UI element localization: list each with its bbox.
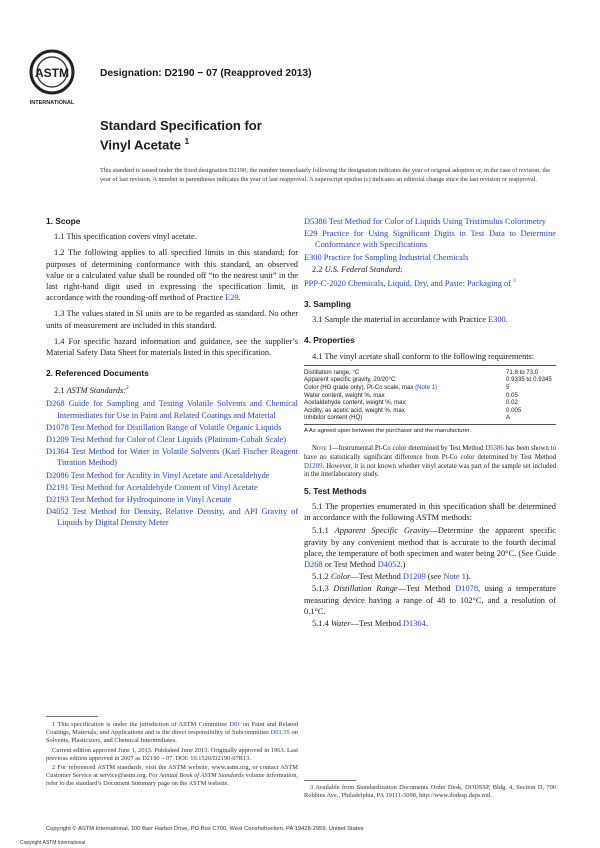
p512-title: Color xyxy=(330,572,351,582)
reference-title: Test Method for Density, Relative Density, and API Gravity of Liquids by Digital Density Meter xyxy=(57,507,298,528)
reference-item xyxy=(304,228,556,250)
link-d1209[interactable]: D1209 xyxy=(46,435,69,445)
reference-title: Practice for Using Significant Digits in Test Data to Determine Conformance with Specifications xyxy=(315,229,556,250)
link-d1078[interactable]: D1078 xyxy=(46,422,69,432)
federal-standard-ref xyxy=(304,276,556,289)
sub2-number: 2.2 xyxy=(312,264,325,274)
title-line1: Standard Specification for xyxy=(100,118,262,133)
reference-item xyxy=(46,482,298,493)
link-d1078[interactable]: D1078 xyxy=(455,584,479,594)
test-methods-heading: 5. Test Methods xyxy=(304,485,367,496)
table-top-rule xyxy=(304,365,556,366)
table-row xyxy=(304,399,556,407)
scope-p2 xyxy=(46,247,298,303)
p514-text: —Test Method xyxy=(350,619,403,629)
scope-p4: 1.4 For specific hazard information and guidance, see the supplier’s Material Safety Data Sheet for materials listed in this specification. xyxy=(46,336,298,358)
link-d2191[interactable]: D2191 xyxy=(46,482,69,492)
note-mid: has been shown to have no statistically significant difference from Pt-Co color determined by Test Method xyxy=(304,445,556,462)
right-column xyxy=(304,216,556,634)
fed-mark: 3 xyxy=(513,278,516,285)
reference-item xyxy=(304,216,556,227)
title-line2 xyxy=(100,134,262,153)
property-value: 71.8 to 73.0 xyxy=(506,368,539,376)
reference-title: Guide for Sampling and Testing Volatile Solvents and Chemical Intermediates for Use in Paint and Related Coatings and Material xyxy=(57,399,298,420)
property-value: 0.05 xyxy=(506,391,518,399)
property-value: 0.005 xyxy=(506,406,522,414)
sub-mark: 2 xyxy=(126,385,129,392)
link-e29[interactable]: E29 xyxy=(304,229,318,239)
p511-mid: or Test Method xyxy=(322,560,378,570)
test-methods-512 xyxy=(304,571,556,582)
reference-title: Test Method for Color of Clear Liquids (Platinum-Cobalt Scale) xyxy=(68,435,287,445)
link-d5386[interactable]: D5386 xyxy=(304,217,327,226)
p514-title: Water xyxy=(330,619,351,629)
footnote-rule-left xyxy=(46,716,98,717)
p513-num: 5.1.3 xyxy=(312,584,334,594)
p511-end: .) xyxy=(400,560,406,570)
property-label xyxy=(304,384,506,392)
astm-logo-icon xyxy=(23,45,81,107)
link-d1364[interactable]: D1364 xyxy=(46,447,69,457)
table-row xyxy=(304,376,556,384)
fn1-end: on Solvents, Plasticizers, and Chemical Intermediates. xyxy=(46,729,298,745)
property-value: 0.02 xyxy=(506,399,518,407)
footnote-1 xyxy=(46,721,298,746)
link-d2086[interactable]: D2086 xyxy=(46,470,69,480)
link-d5386-note[interactable]: D5386 xyxy=(485,445,504,453)
link-d1209-note[interactable]: D1209 xyxy=(304,462,323,470)
p513-text: —Test Method xyxy=(397,584,456,594)
scope-p1: 1.1 This specification covers vinyl acetate. xyxy=(54,232,197,242)
note-text: —Instrumental Pt-Co color determined by Test Method xyxy=(331,445,486,453)
reference-item xyxy=(304,252,556,263)
link-d4052[interactable]: D4052 xyxy=(46,507,69,517)
footnote-rule-right xyxy=(304,780,356,781)
reference-list-continued xyxy=(304,216,556,263)
link-e300[interactable]: E300 xyxy=(488,315,506,325)
federal-standard-sub xyxy=(304,264,556,275)
table-footnote-a: A As agreed upon between the purchaser and the manufacturer. xyxy=(304,427,472,434)
link-d01[interactable]: D01 xyxy=(229,721,241,728)
property-label xyxy=(304,369,506,377)
table-row xyxy=(304,369,556,377)
property-name: Inhibitor content (HQ) xyxy=(304,414,363,422)
footnote-1-edition: Current edition approved June 1, 2013. Published June 2013. Originally approved in 1963. Last previous edition approved in 2007 as D2190 – 07. DOI: 10.1520/D2190-07R13. xyxy=(46,746,298,762)
requirements-table xyxy=(304,369,556,422)
astm-logo xyxy=(23,45,81,107)
p511-text: —Determine the apparent specific gravity by any convenient method that is accurate to the fourth decimal place, the temperature of both specimen and water being 20°C. (See Guide xyxy=(304,526,557,558)
fn2-italic: Annual Book of ASTM Standards xyxy=(159,772,244,780)
reference-title: Test Method for Acidity in Vinyl Acetate and Acetaldehyde xyxy=(68,470,270,480)
p514-num: 5.1.4 xyxy=(312,619,331,629)
title-text: Vinyl Acetate xyxy=(100,137,181,153)
footnotes-right xyxy=(304,784,556,800)
link-e29[interactable]: E29 xyxy=(225,293,239,303)
fn2-text: 2 For referenced ASTM standards, visit the ASTM website, www.astm.org, or contact ASTM Customer Service at service@astm.org. For xyxy=(46,764,298,780)
link-d268[interactable]: D268 xyxy=(304,560,323,570)
reference-title: Test Method for Acetaldehyde Content of Vinyl Acetate xyxy=(68,482,258,492)
test-methods-511 xyxy=(304,525,556,570)
property-name: Acetaldehyde content, weight %, max xyxy=(304,399,406,407)
p512-num: 5.1.2 xyxy=(312,572,331,582)
reference-item xyxy=(46,398,298,420)
properties-heading: 4. Properties xyxy=(304,335,355,346)
logo-text-bottom: INTERNATIONAL xyxy=(29,100,75,106)
fn1-mid: on Paint and Related Coatings, Materials, and Applications and is the direct responsibility of Subcommittee xyxy=(46,721,298,737)
sampling-p1 xyxy=(304,314,556,325)
reference-item xyxy=(46,470,298,481)
astm-standards-sub xyxy=(46,383,298,396)
property-value: A xyxy=(506,414,511,422)
link-d1364[interactable]: D1364 xyxy=(403,619,426,629)
fn1-text: 1 This specification is under the jurisdiction of ASTM Committee xyxy=(52,721,230,728)
left-column xyxy=(46,216,298,530)
copyright-footer: Copyright © ASTM International, 100 Barr Harbor Drive, PO Box C700, West Conshohocken, PA 19428-2959. United States xyxy=(46,826,364,832)
link-d01-35[interactable]: D01.35 xyxy=(270,729,290,737)
property-name: Apparent specific gravity, 20/20°C xyxy=(304,376,396,384)
reference-list xyxy=(46,398,298,528)
reference-title: Test Method for Hydroquinone in Vinyl Acetate xyxy=(68,495,232,505)
table-bottom-rule xyxy=(304,424,556,425)
sub-title: ASTM Standards: xyxy=(66,386,127,396)
scope-p2-text: 1.2 The following applies to all specified limits in this standard; for purposes of determining conformance with this standard, an observed value or a calculated value shall be rounded off “to the nearest unit” in the last right-hand digit used in expressing the specification limit, in accordance with the rounding-off method of Practice xyxy=(46,248,298,303)
property-label xyxy=(304,392,506,400)
p512-text: —Test Method xyxy=(350,572,403,582)
reference-item xyxy=(46,434,298,445)
scope-p2-end: . xyxy=(238,293,241,303)
note-end: . However, it is not known whether vinyl acetate was part of the sample set included in the interlaboratory study. xyxy=(304,462,556,479)
reference-item xyxy=(46,494,298,505)
reference-item xyxy=(46,422,298,433)
sampling-end: . xyxy=(505,315,508,325)
property-label xyxy=(304,414,506,422)
property-label xyxy=(304,376,506,384)
table-row xyxy=(304,414,556,422)
sampling-heading: 3. Sampling xyxy=(304,299,352,310)
property-label xyxy=(304,399,506,407)
scope-heading: 1. Scope xyxy=(46,216,81,226)
property-value: 5 xyxy=(506,384,510,392)
p512-mid: (see xyxy=(425,572,444,582)
p511-num: 5.1.1 xyxy=(312,526,335,536)
reference-title: Practice for Sampling Industrial Chemicals xyxy=(321,252,469,262)
note-label: Note 1 xyxy=(312,445,332,453)
intro-paragraph: This standard is issued under the fixed designation D2190; the number immediately following the designation indicates the year of original adoption or, in the case of revision, the year of last revision. A number in parentheses indicates the year of last reapproval. A superscript epsilon (ε) indicates an editorial change since the last revision or reapproval. xyxy=(100,167,551,183)
sampling-text: 3.1 Sample the material in accordance with Practice xyxy=(312,315,489,325)
title-footnote-mark: 1 xyxy=(184,137,190,146)
page-title xyxy=(100,118,262,153)
link-d268[interactable]: D268 xyxy=(46,399,65,409)
reference-item xyxy=(46,446,298,468)
link-d4052[interactable]: D4052 xyxy=(377,560,401,570)
note-1 xyxy=(304,445,556,479)
table-row xyxy=(304,407,556,415)
p513-title: Distillation Range xyxy=(333,584,398,594)
footnote-2 xyxy=(46,764,298,789)
reference-title: Test Method for Water in Volatile Solvents (Karl Fischer Reagent Titration Method) xyxy=(57,447,298,468)
test-methods-p1: 5.1 The properties enumerated in this specification shall be determined in accordance with the following ASTM methods: xyxy=(304,502,556,523)
referenced-heading: 2. Referenced Documents xyxy=(46,368,149,379)
property-name: Distillation range, °C xyxy=(304,368,360,376)
footnote-3: 3 Available from Standardization Documents Order Desk, DODSSP, Bldg. 4, Section D, 700 Robbins Ave., Philadelphia, PA 19111-5098, http://www.dodssp.daps.mil. xyxy=(304,784,556,800)
property-name: Color (HG grade only), Pt-Co scale, max xyxy=(304,384,416,392)
link-d2193[interactable]: D2193 xyxy=(46,495,69,505)
sub2-title: U.S. Federal Standard: xyxy=(324,264,403,274)
property-name: Water content, weight %, max xyxy=(304,391,385,399)
property-name: Acidity, as acetic acid, weight %, max xyxy=(304,406,405,414)
logo-text-top: ASTM xyxy=(35,66,69,80)
p513-end: , using a temperature measuring device having a range of 48 to 102°C, and a resolution of 0.1°C. xyxy=(304,584,556,616)
p511-title: Apparent Specific Gravity xyxy=(334,526,430,536)
test-methods-514 xyxy=(304,618,556,629)
property-label xyxy=(304,407,506,415)
test-methods-513 xyxy=(304,583,556,617)
properties-p1: 4.1 The vinyl acetate shall conform to the following requirements: xyxy=(312,351,535,361)
link-e300[interactable]: E300 xyxy=(304,252,322,262)
fed-text: Chemicals, Liquid, Dry, and Paste: Packaging of xyxy=(345,278,514,288)
reference-item xyxy=(46,506,298,528)
reference-title: Test Method for Distillation Range of Volatile Organic Liquids xyxy=(68,422,282,432)
link-note-1[interactable]: Note 1 xyxy=(443,572,466,582)
link-ppp-c-2020[interactable]: PPP-C-2020 xyxy=(304,278,346,288)
designation: Designation: D2190 − 07 (Reapproved 2013) xyxy=(100,68,312,79)
sub-number: 2.1 xyxy=(54,386,67,396)
property-value: 0.9335 to 0.9345 xyxy=(506,376,552,384)
table-row xyxy=(304,392,556,400)
scope-p3: 1.3 The values stated in SI units are to be regarded as standard. No other units of measurement are included in this standard. xyxy=(46,309,298,330)
fn2-end: volume information, refer to the standard’s Document Summary page on the ASTM website. xyxy=(46,772,299,788)
link-note-1-table[interactable]: (Note 1) xyxy=(415,384,438,392)
footnotes-left xyxy=(46,721,298,790)
link-d1209[interactable]: D1209 xyxy=(402,572,426,582)
reference-title: Test Method for Color of Liquids Using Tristimulus Colorimetry xyxy=(326,217,546,226)
p512-end: ). xyxy=(465,572,471,582)
copyright-small: Copyright ASTM International xyxy=(20,840,86,846)
table-row xyxy=(304,384,556,392)
p514-end: . xyxy=(425,619,428,629)
